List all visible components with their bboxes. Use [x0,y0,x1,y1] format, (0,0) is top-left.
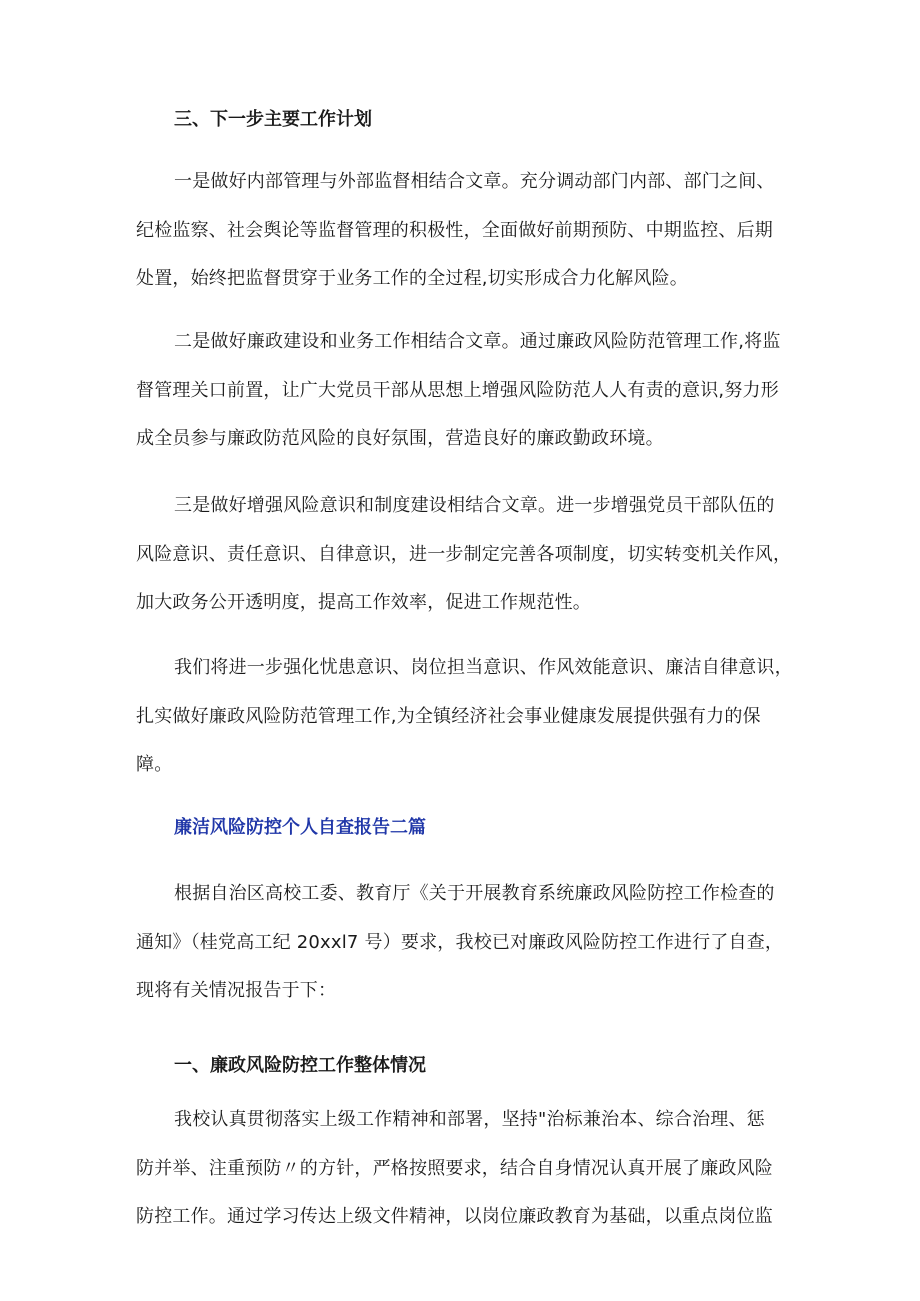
paragraph-line: 三是做好增强风险意识和制度建设相结合文章。进一步增强党员干部队伍的 [174,495,775,516]
paragraph-line: 处置，始终把监督贯穿于业务工作的全过程,切实形成合力化解风险。 [136,268,688,290]
paragraph-line: 障。 [136,754,173,776]
paragraph-line: 通知》（桂党高工纪 20xxl7 号）要求，我校已对廉政风险防控工作进行了自查， [136,931,784,953]
section-heading-next-steps: 三、下一步主要工作计划 [174,109,372,130]
paragraph-line: 纪检监察、社会舆论等监督管理的积极性，全面做好前期预防、中期监控、后期 [136,219,773,241]
paragraph-line: 加大政务公开透明度，提高工作效率，促进工作规范性。 [136,592,591,614]
section-heading-overall-situation: 一、廉政风险防控工作整体情况 [174,1055,426,1076]
paragraph-school-implementation [136,1096,796,1242]
paragraph-risk-awareness-and-systems [136,482,796,628]
paragraph-line: 督管理关口前置，让广大党员干部从思想上增强风险防范人人有责的意识,努力形 [136,379,779,401]
paragraph-line: 根据自治区高校工委、教育厅《关于开展教育系统廉政风险防控工作检查的 [174,883,775,904]
paragraph-line: 二是做好廉政建设和业务工作相结合文章。通过廉政风险防范管理工作,将监 [174,331,781,352]
paragraph-line: 防并举、注重预防〃的方针，严格按照要求，结合自身情况认真开展了廉政风险 [136,1157,773,1179]
paragraph-line: 防控工作。通过学习传达上级文件精神，以岗位廉政教育为基础，以重点岗位监 [136,1206,773,1228]
paragraph-report-basis [136,870,796,1016]
paragraph-line: 一是做好内部管理与外部监督相结合文章。充分调动部门内部、部门之间、 [174,171,775,192]
paragraph-integrity-and-business [136,318,796,464]
paragraph-line: 我校认真贯彻落实上级工作精神和部署，坚持"治标兼治本、综合治理、惩 [174,1109,765,1130]
paragraph-internal-external-supervision [136,158,796,304]
paragraph-line: 现将有关情况报告于下： [136,980,337,1002]
paragraph-closing-commitment [136,644,796,790]
paragraph-line: 扎实做好廉政风险防范管理工作,为全镇经济社会事业健康发展提供强有力的保 [136,705,761,727]
paragraph-line: 我们将进一步强化忧患意识、岗位担当意识、作风效能意识、廉洁自律意识， [174,657,793,678]
paragraph-line: 风险意识、责任意识、自律意识，进一步制定完善各项制度，切实转变机关作风， [136,543,792,565]
article-title-self-inspection-report[interactable]: 廉洁风险防控个人自查报告二篇 [174,817,426,838]
paragraph-line: 成全员参与廉政防范风险的良好氛围，营造良好的廉政勤政环境。 [136,428,664,450]
